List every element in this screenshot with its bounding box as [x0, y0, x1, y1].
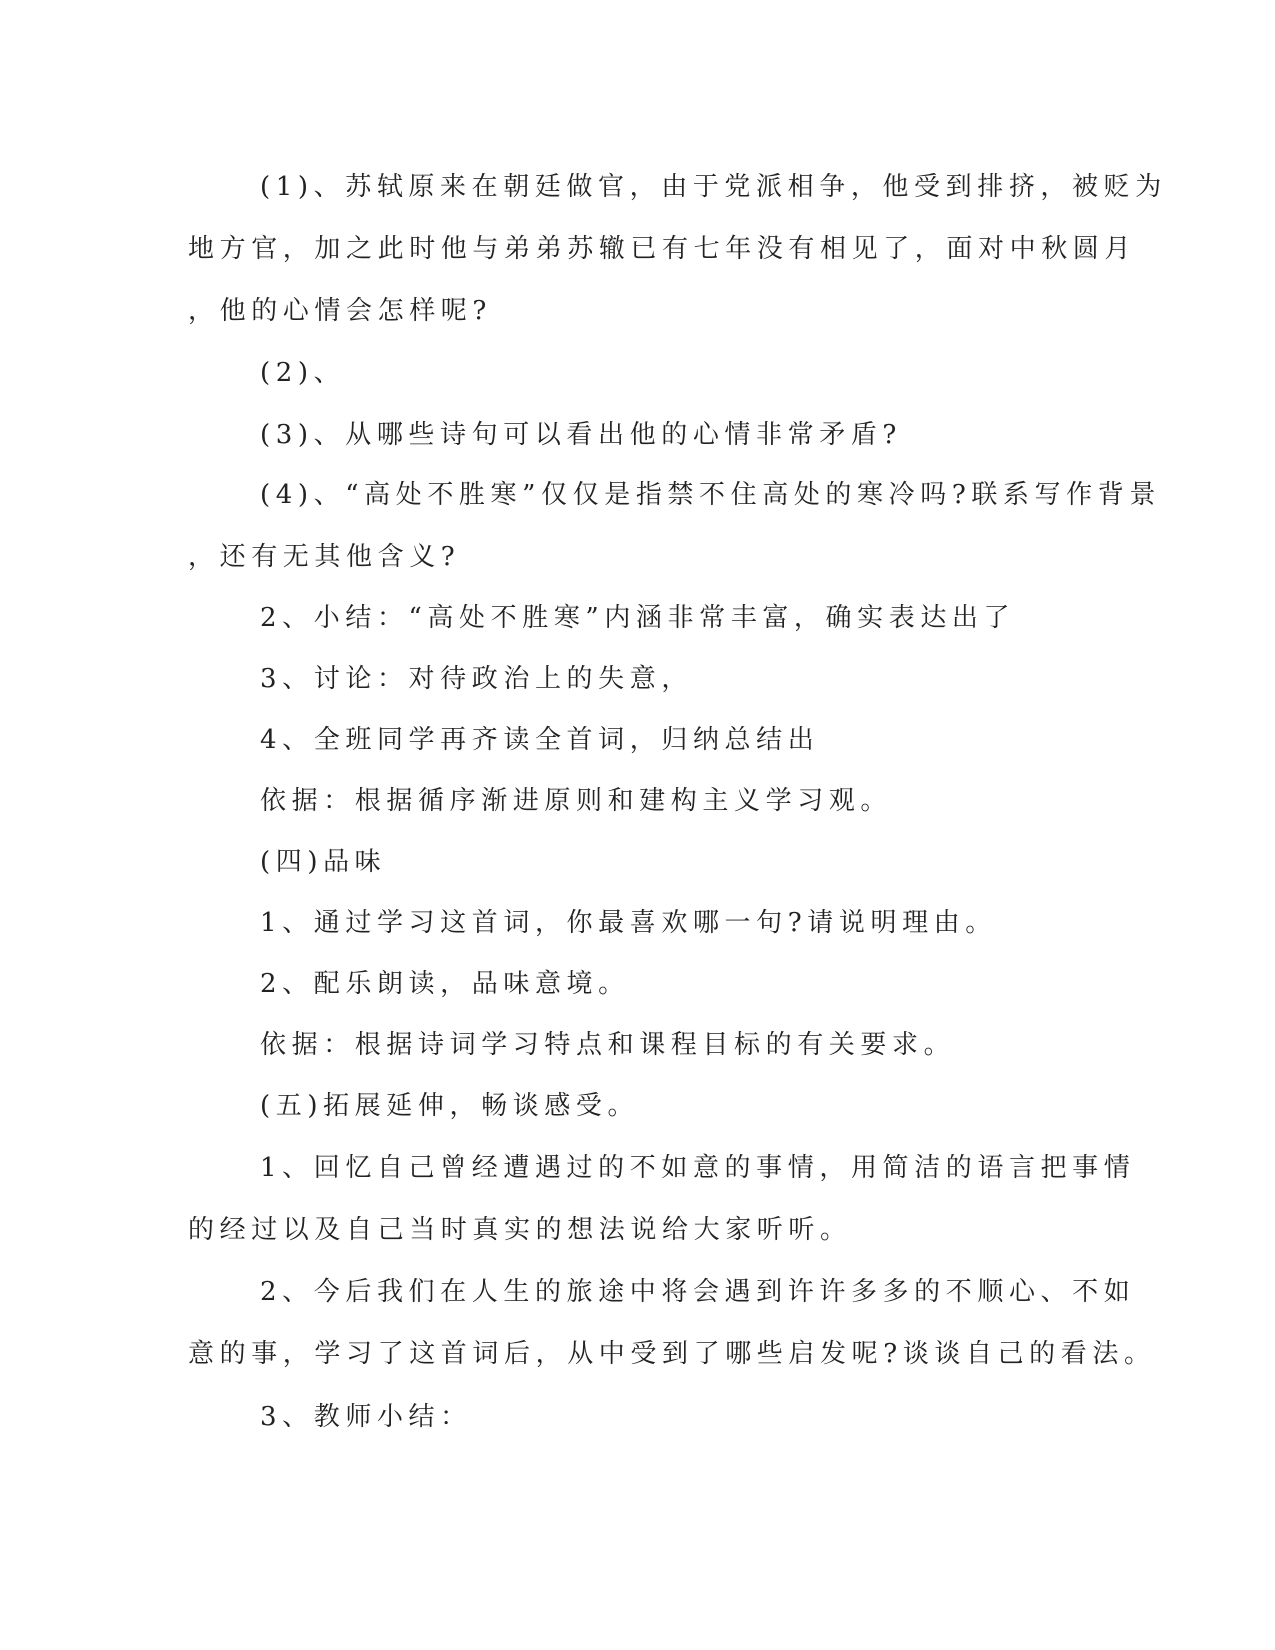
text-line: (4)、“高处不胜寒”仅仅是指禁不住高处的寒冷吗?联系写作背景 — [260, 480, 1161, 510]
section-heading: (四)品味 — [260, 847, 387, 877]
text-line: (3)、从哪些诗句可以看出他的心情非常矛盾? — [260, 420, 902, 450]
text-line: 3、教师小结： — [260, 1402, 472, 1432]
text-line: ，还有无其他含义? — [188, 542, 461, 572]
text-line: (2)、 — [260, 358, 346, 388]
text-line: 2、今后我们在人生的旅途中将会遇到许许多多的不顺心、不如 — [260, 1277, 1136, 1307]
text-line: 3、讨论：对待政治上的失意， — [260, 664, 693, 694]
text-line: (1)、苏轼原来在朝廷做官，由于党派相争，他受到排挤，被贬为 — [260, 172, 1167, 202]
text-line: 地方官，加之此时他与弟弟苏辙已有七年没有相见了，面对中秋圆月 — [188, 234, 1137, 264]
text-line: 1、回忆自己曾经遭遇过的不如意的事情，用简洁的语言把事情 — [260, 1153, 1136, 1183]
text-line: 依据：根据诗词学习特点和课程目标的有关要求。 — [260, 1030, 956, 1060]
section-heading: (五)拓展延伸，畅谈感受。 — [260, 1091, 640, 1121]
text-line: ，他的心情会怎样呢? — [188, 296, 492, 326]
text-line: 的经过以及自己当时真实的想法说给大家听听。 — [188, 1215, 852, 1245]
text-line: 1、通过学习这首词，你最喜欢哪一句?请说明理由。 — [260, 908, 997, 938]
text-line: 4、全班同学再齐读全首词，归纳总结出 — [260, 725, 820, 755]
text-line: 2、小结：“高处不胜寒”内涵非常丰富，确实表达出了 — [260, 603, 1016, 633]
text-line: 2、配乐朗读，品味意境。 — [260, 969, 630, 999]
text-line: 依据：根据循序渐进原则和建构主义学习观。 — [260, 786, 893, 816]
text-line: 意的事，学习了这首词后，从中受到了哪些启发呢?谈谈自己的看法。 — [188, 1339, 1156, 1369]
